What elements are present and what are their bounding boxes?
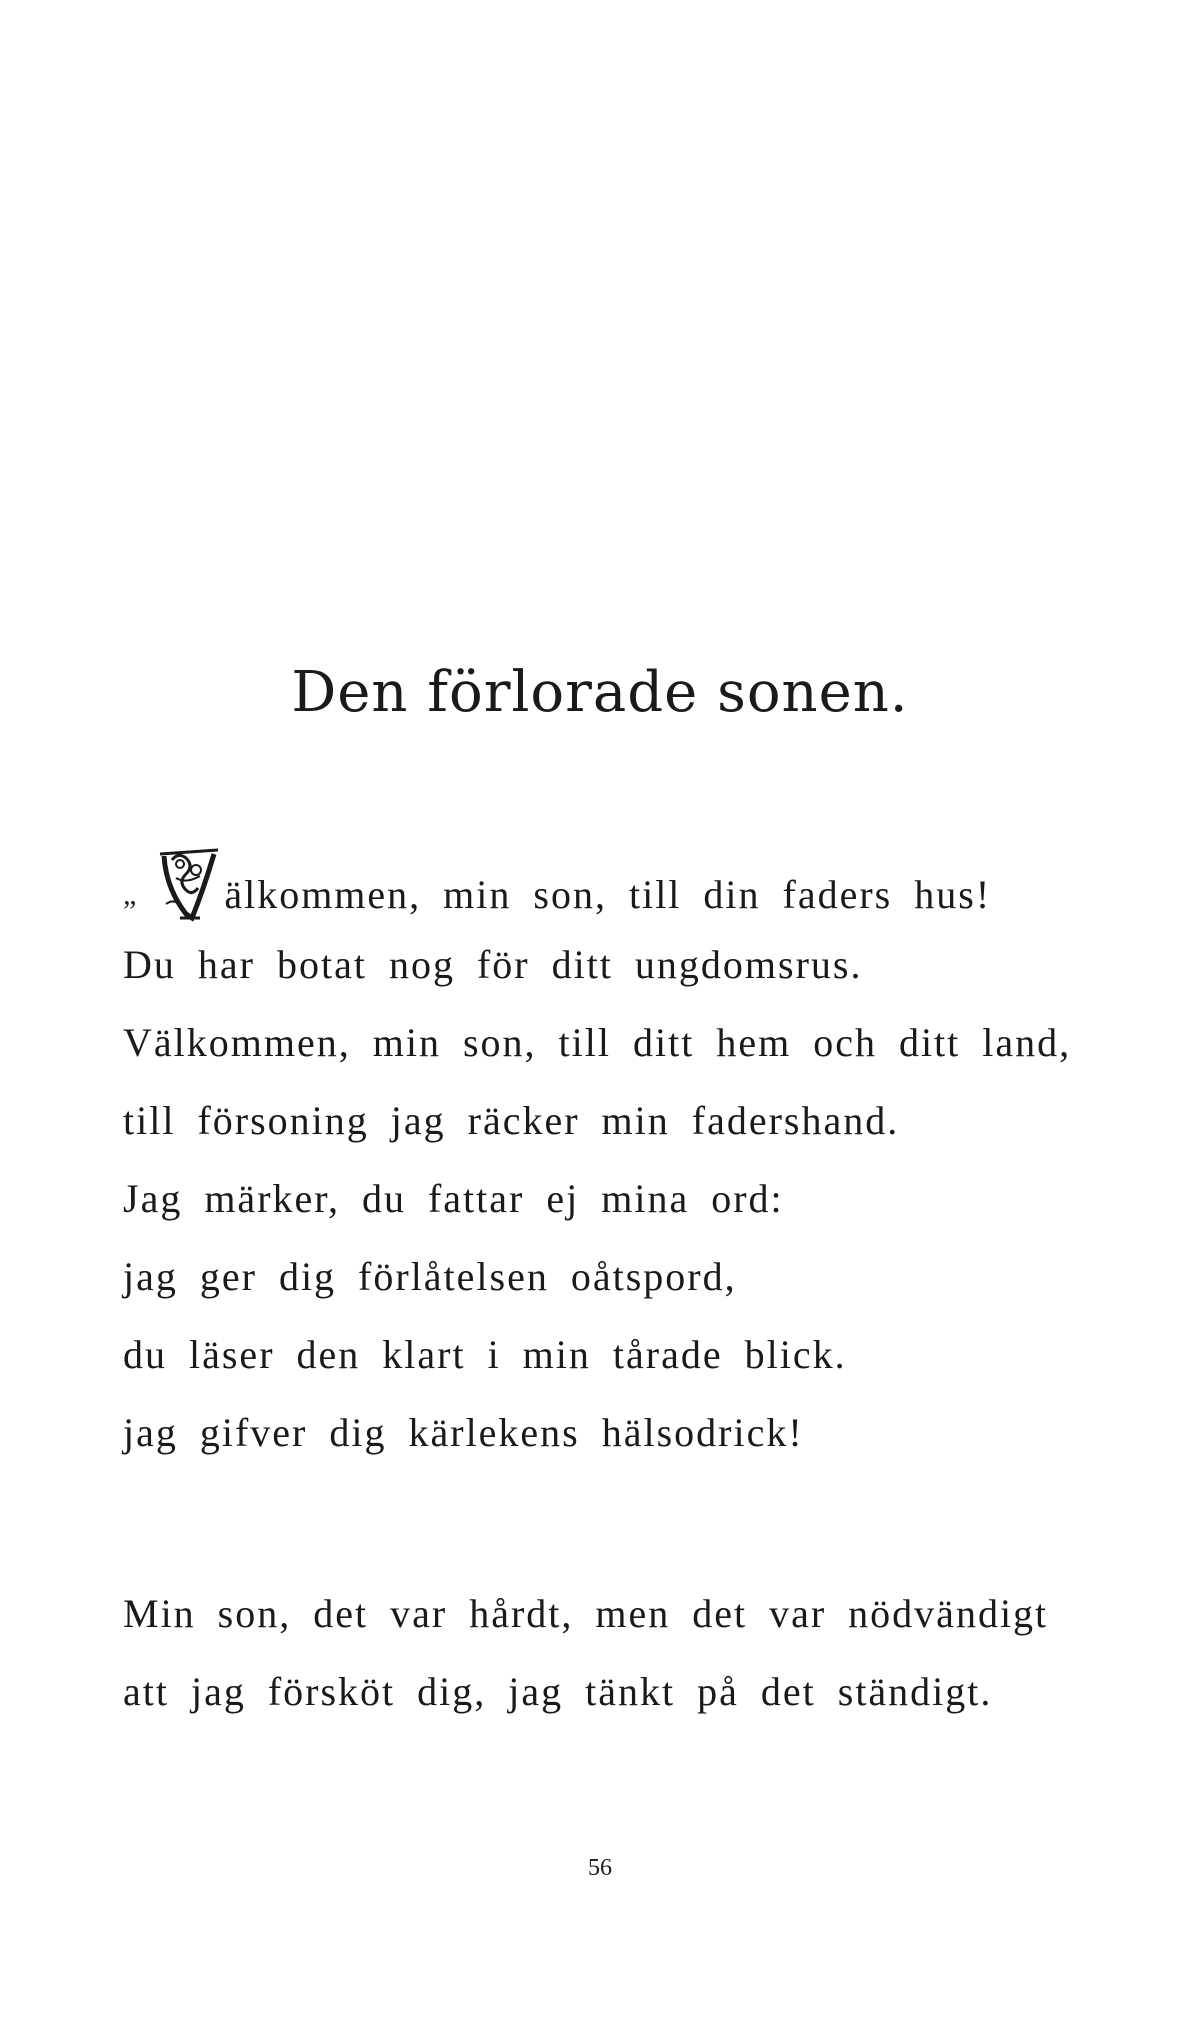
poem-line-text: älkommen, min son, till din faders hus! <box>224 872 992 917</box>
opening-quote: „ <box>123 878 139 911</box>
stanza-2 <box>123 1575 1048 1731</box>
poem-line: Min son, det var hårdt, men det var nödvändigt <box>123 1591 1049 1636</box>
stanza-1 <box>123 848 1071 1472</box>
decorative-initial-v <box>156 848 222 922</box>
poem-title: Den förlorade sonen. <box>291 660 909 725</box>
poem-line: Välkommen, min son, till ditt hem och ditt land, <box>123 1020 1072 1065</box>
poem-line: till försoning jag räcker min fadershand. <box>123 1098 900 1143</box>
poem-line: Du har botat nog för ditt ungdomsrus. <box>123 942 863 987</box>
poem-line: du läser den klart i min tårade blick. <box>123 1332 847 1377</box>
poem-line: att jag försköt dig, jag tänkt på det ständigt. <box>123 1669 993 1714</box>
poem-line: Jag märker, du fattar ej mina ord: <box>123 1176 784 1221</box>
poem-line <box>123 848 1071 926</box>
poem-line: jag gifver dig kärlekens hälsodrick! <box>123 1410 804 1455</box>
page-number: 56 <box>588 1855 612 1881</box>
poem-line: jag ger dig förlåtelsen oåtspord, <box>123 1254 737 1299</box>
